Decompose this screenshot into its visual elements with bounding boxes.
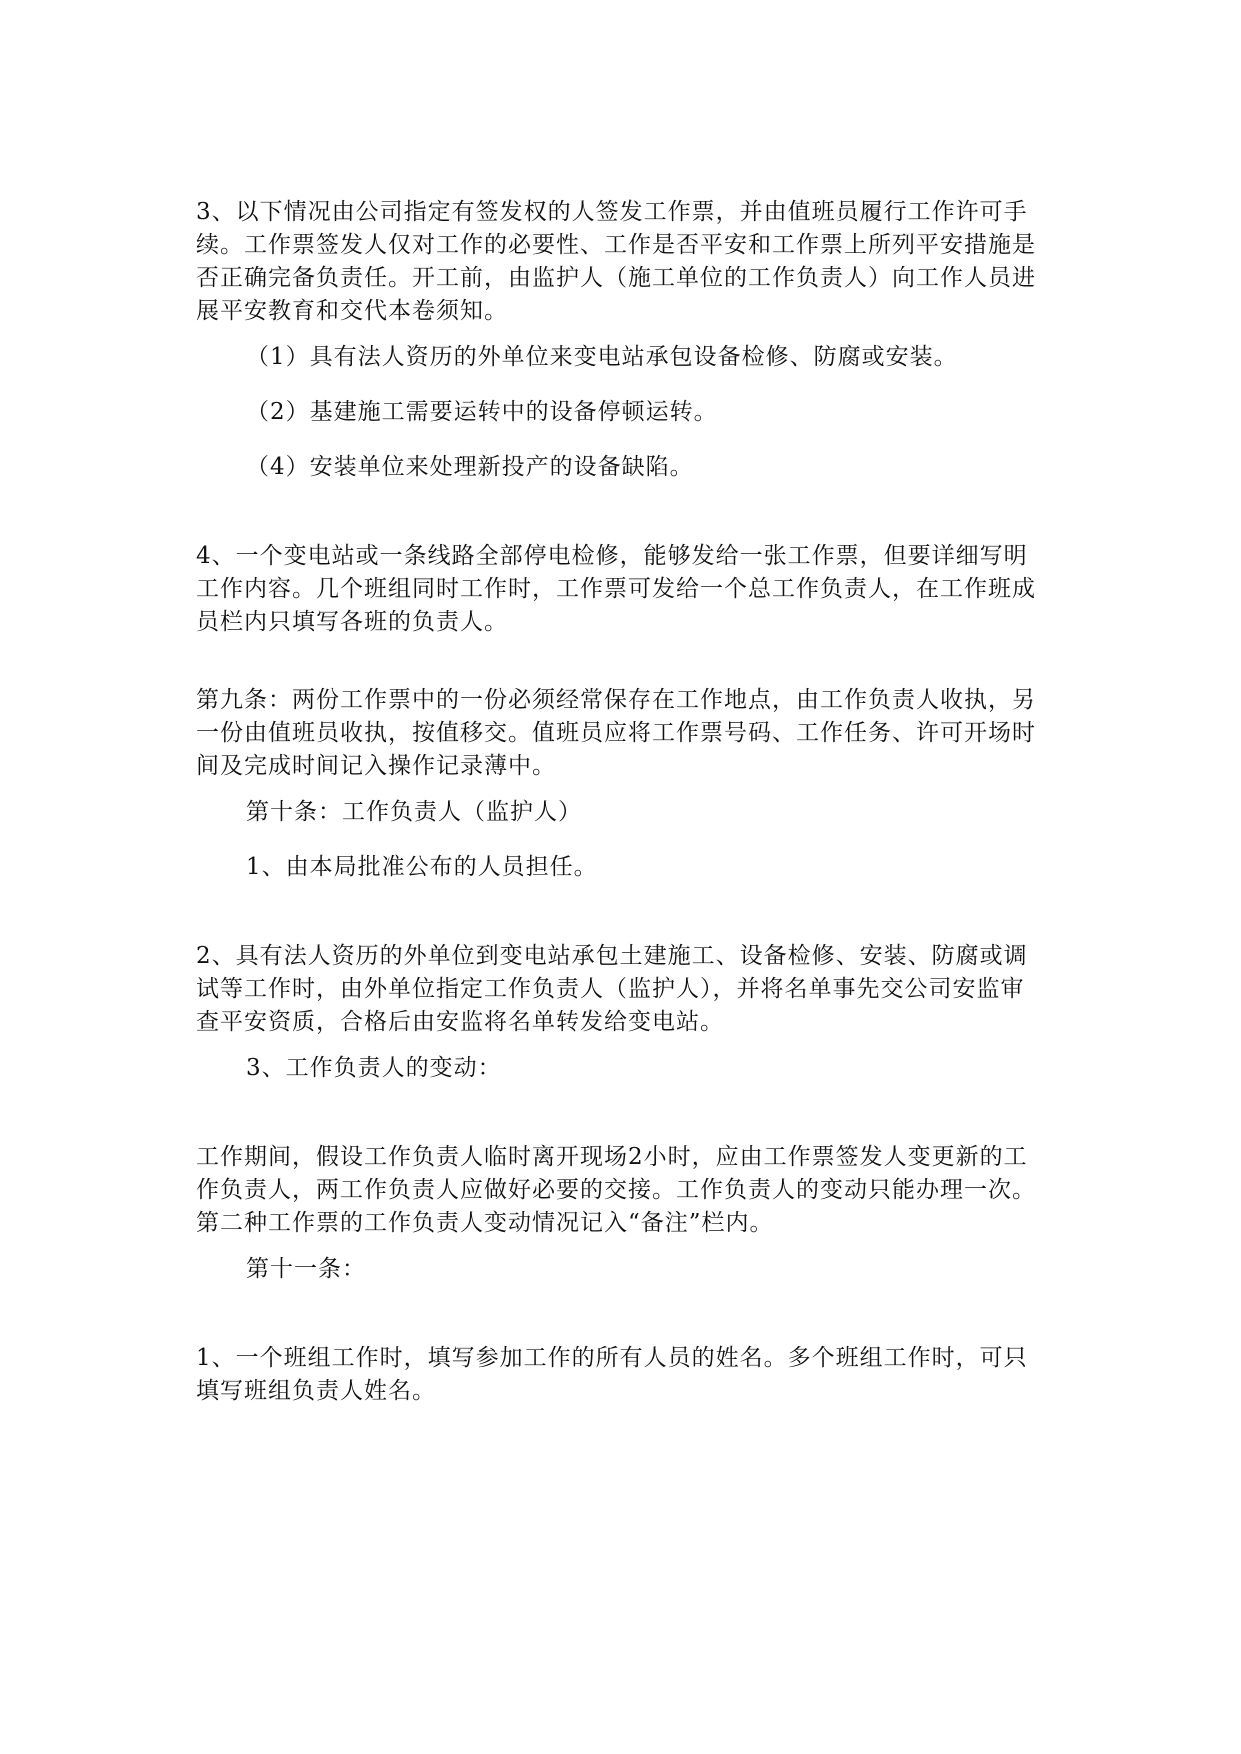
paragraph-item-3-signing: 3、以下情况由公司指定有签发权的人签发工作票，并由值班员履行工作许可手续。工作票签发人仅对工作的必要性、工作是否平安和工作票上所列平安措施是否正确完备负责任。开工前，由监护人（施工单位的工作负责人）向工作人员进展平安教育和交代本卷须知。 [196,199,1036,324]
paragraph-case-1: （1）具有法人资历的外单位来变电站承包设备检修、防腐或安装。 [246,344,958,370]
paragraph-case-4: （4）安装单位来处理新投产的设备缺陷。 [246,454,694,480]
paragraph-article-10-heading: 第十条：工作负责人（监护人） [246,799,582,825]
paragraph-article-9: 第九条：两份工作票中的一份必须经常保存在工作地点，由工作负责人收执，另一份由值班员收执，按值移交。值班员应将工作票号码、工作任务、许可开场时间及完成时间记入操作记录薄中。 [196,687,1036,779]
paragraph-item-4-outage: 4、一个变电站或一条线路全部停电检修，能够发给一张工作票，但要详细写明工作内容。几个班组同时工作时，工作票可发给一个总工作负责人，在工作班成员栏内只填写各班的负责人。 [196,543,1036,635]
paragraph-responsible-change: 工作期间，假设工作负责人临时离开现场2小时，应由工作票签发人变更新的工作负责人，两工作负责人应做好必要的交接。工作负责人的变动只能办理一次。第二种工作票的工作负责人变动情况记入“备注”栏内。 [196,1144,1036,1236]
paragraph-article-10-item-2: 2、具有法人资历的外单位到变电站承包土建施工、设备检修、安装、防腐或调试等工作时，由外单位指定工作负责人（监护人），并将名单事先交公司安监审查平安资质，合格后由安监将名单转发给变电站。 [196,943,1028,1035]
paragraph-article-10-item-1: 1、由本局批准公布的人员担任。 [246,854,598,880]
paragraph-case-2: （2）基建施工需要运转中的设备停顿运转。 [246,399,718,425]
paragraph-article-11-heading: 第十一条： [246,1256,366,1282]
paragraph-article-10-item-3: 3、工作负责人的变动： [246,1055,502,1081]
paragraph-article-11-item-1: 1、一个班组工作时，填写参加工作的所有人员的姓名。多个班组工作时，可只填写班组负责人姓名。 [196,1345,1028,1404]
